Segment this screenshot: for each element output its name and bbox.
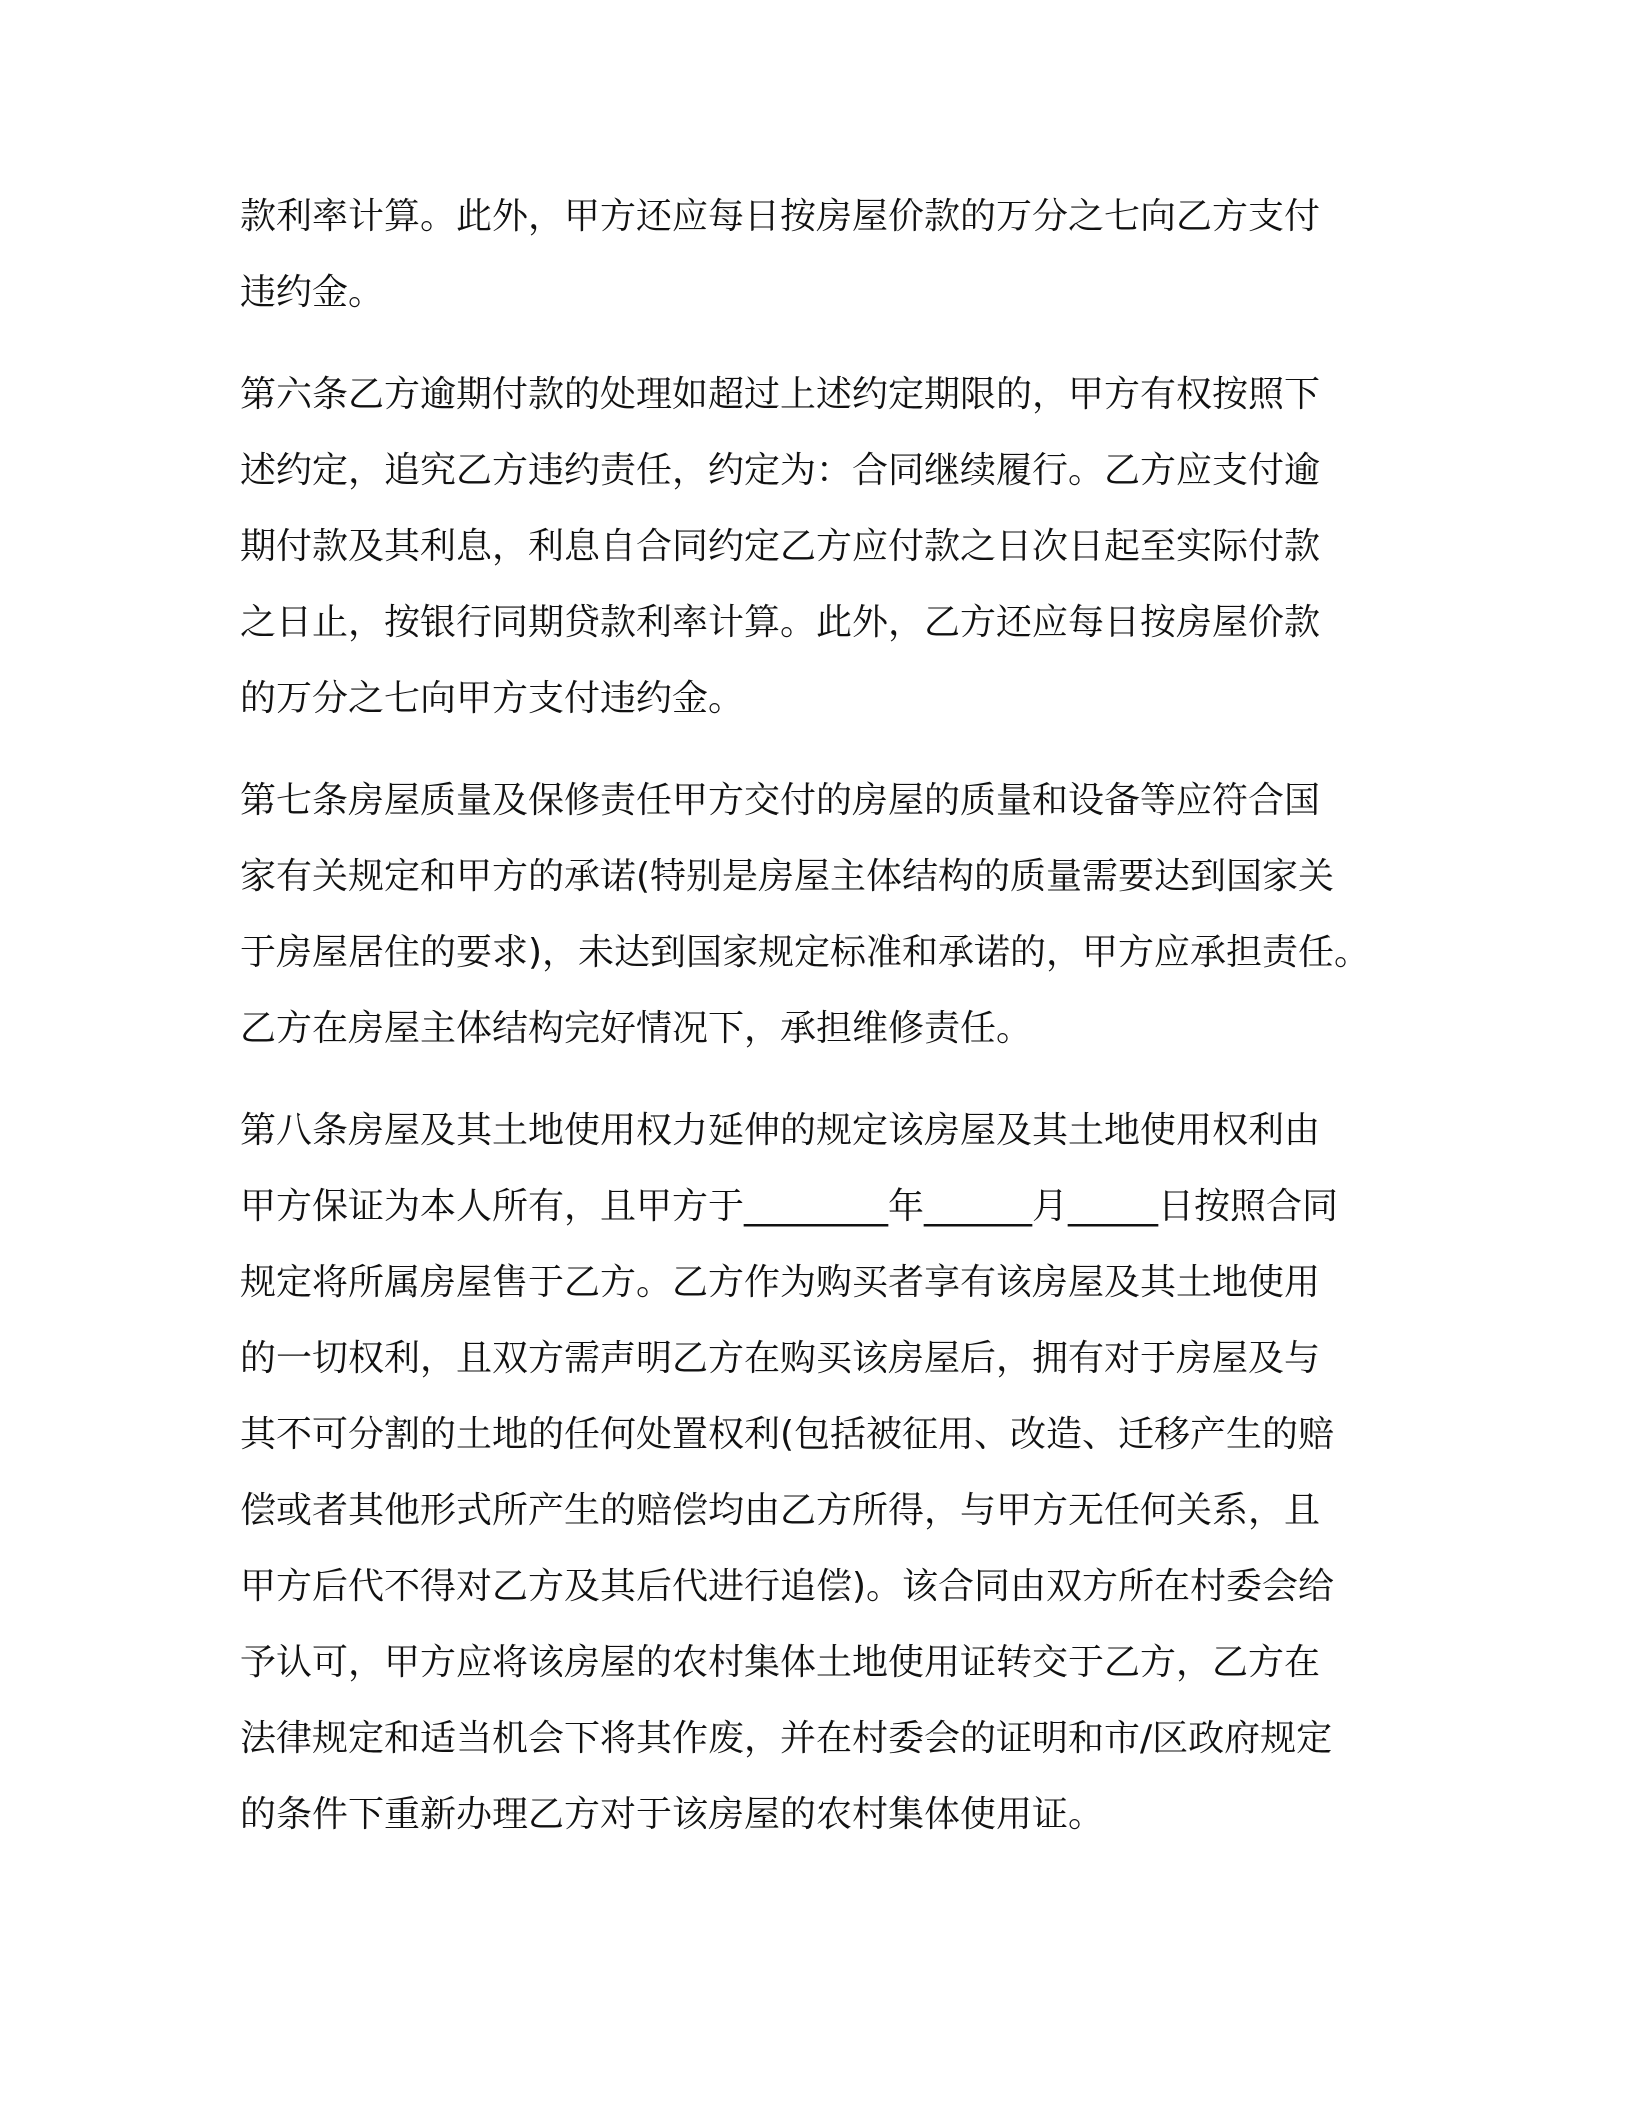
text-line: 述约定，追究乙方违约责任，约定为：合同继续履行。乙方应支付逾: [240, 450, 1321, 491]
text-line: 的万分之七向甲方支付违约金。: [240, 678, 745, 719]
text-line: 第七条房屋质量及保修责任甲方交付的房屋的质量和设备等应符合国: [240, 780, 1321, 821]
text-line: 其不可分割的土地的任何处置权利(包括被征用、改造、迁移产生的赔: [240, 1414, 1335, 1455]
text-line: 甲方保证为本人所有，且甲方于________年______月_____日按照合同: [240, 1186, 1339, 1227]
text-line: 期付款及其利息，利息自合同约定乙方应付款之日次日起至实际付款: [240, 526, 1321, 567]
text-line: 款利率计算。此外，甲方还应每日按房屋价款的万分之七向乙方支付: [240, 196, 1321, 237]
text-line: 于房屋居住的要求)，未达到国家规定标准和承诺的，甲方应承担责任。: [240, 932, 1371, 973]
text-line: 甲方后代不得对乙方及其后代进行追偿)。该合同由双方所在村委会给: [240, 1566, 1335, 1607]
text-line: 予认可，甲方应将该房屋的农村集体土地使用证转交于乙方，乙方在: [240, 1642, 1321, 1683]
text-line: 第六条乙方逾期付款的处理如超过上述约定期限的，甲方有权按照下: [240, 374, 1321, 415]
text-line: 规定将所属房屋售于乙方。乙方作为购买者享有该房屋及其土地使用: [240, 1262, 1321, 1303]
text-line: 的一切权利，且双方需声明乙方在购买该房屋后，拥有对于房屋及与: [240, 1338, 1321, 1379]
text-line: 违约金。: [240, 272, 385, 313]
text-line: 第八条房屋及其土地使用权力延伸的规定该房屋及其土地使用权利由: [240, 1110, 1321, 1151]
text-line: 法律规定和适当机会下将其作废，并在村委会的证明和市/区政府规定: [240, 1718, 1333, 1759]
text-line: 偿或者其他形式所产生的赔偿均由乙方所得，与甲方无任何关系，且: [240, 1490, 1321, 1531]
text-line: 乙方在房屋主体结构完好情况下，承担维修责任。: [240, 1008, 1033, 1049]
text-line: 之日止，按银行同期贷款利率计算。此外，乙方还应每日按房屋价款: [240, 602, 1321, 643]
text-line: 的条件下重新办理乙方对于该房屋的农村集体使用证。: [240, 1794, 1105, 1835]
text-line: 家有关规定和甲方的承诺(特别是房屋主体结构的质量需要达到国家关: [240, 856, 1335, 897]
